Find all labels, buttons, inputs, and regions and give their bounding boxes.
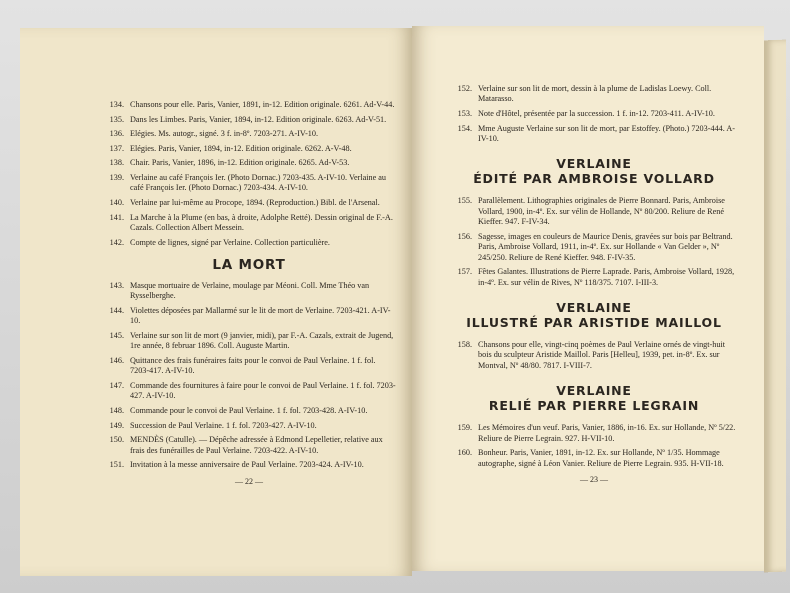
entry-text: Invitation à la messe anniversaire de Paul Verlaine. 7203-424. A-IV-10. <box>130 460 364 470</box>
entry-number: 151. <box>109 460 124 470</box>
catalog-entry <box>450 124 738 145</box>
entry-text: Chair. Paris, Vanier, 1896, in-12. Edition originale. 6265. Ad-V-53. <box>130 158 350 168</box>
entry-text: Note d'Hôtel, présentée par la succession. 1 f. in-12. 7203-411. A-IV-10. <box>478 109 715 118</box>
entry-text: Fêtes Galantes. Illustrations de Pierre Laprade. Paris, Ambroise Vollard, 1928, in-4º. Ex. sur vélin de Rives, Nº 118/375. 7107. I-III-3. <box>478 267 735 287</box>
catalog-entry <box>102 173 396 194</box>
entry-text: Dans les Limbes. Paris, Vanier, 1894, in-12. Edition originale. 6263. Ad-V-51. <box>130 114 387 124</box>
heading-line-1: VERLAINE <box>556 156 632 172</box>
entry-list-vollard <box>450 196 738 288</box>
page-edge <box>764 40 786 573</box>
entry-text: Quittance des frais funéraires faits pour le convoi de Paul Verlaine. 1 f. fol. 7203-417. A-IV-10. <box>130 355 376 376</box>
heading-line-1: VERLAINE <box>556 300 632 316</box>
entry-text: La Marche à la Plume (en bas, à droite, Adolphe Retté). Dessin original de F.-A. Cazals. Collection Albert Messein. <box>130 212 393 232</box>
entry-number: 156. <box>457 231 472 241</box>
page-number-right: — 23 — <box>580 475 608 485</box>
right-page <box>412 26 764 571</box>
catalog-entry <box>102 129 396 139</box>
heading-legrain <box>450 383 738 413</box>
catalog-entry <box>102 306 396 327</box>
catalog-entry <box>102 238 396 248</box>
entry-text: Compte de lignes, signé par Verlaine. Collection particulière. <box>130 237 330 247</box>
catalog-entry <box>450 267 738 288</box>
catalog-entry <box>102 421 396 431</box>
entry-number: 139. <box>109 172 124 182</box>
entry-text: MENDÈS (Catulle). — Dépêche adressée à Edmond Lepelletier, relative aux frais des funérailles de Paul Verlaine. 7203-422. A-IV-10. <box>130 435 383 455</box>
entry-number: 141. <box>109 212 124 222</box>
catalog-entry <box>450 196 738 227</box>
entry-text: Sagesse, images en couleurs de Maurice Denis, gravées sur bois par Beltrand. Paris, Ambroise Vollard, 1911, in-4º. Ex. sur Hollande « Van Gelder », Nº 245/250. Reliure de René Kieffer. 948. F-IV-35. <box>478 231 733 262</box>
left-page <box>20 28 412 576</box>
entry-text: Chansons pour elle, vingt-cinq poèmes de Paul Verlaine ornés de vingt-huit bois du sculpteur Aristide Maillol. Paris [Helleu], 1939, pet. in-8º. Ex. sur Montval, Nº 48/80. 7817. I-VIII-7. <box>478 340 726 370</box>
entry-number: 138. <box>109 158 124 168</box>
entry-text: Verlaine sur son lit de mort, dessin à la plume de Ladislas Loewy. Coll. Matarasso. <box>478 84 712 104</box>
heading-line-2: ILLUSTRÉ PAR ARISTIDE MAILLOL <box>466 315 722 331</box>
catalog-entry <box>102 158 396 168</box>
entry-text: Bonheur. Paris, Vanier, 1891, in-12. Ex. sur Hollande, Nº 1/35. Hommage autographe, signé à Léon Vanier. Reliure de Pierre Legrain. 935. H-VII-18. <box>478 448 724 468</box>
heading-line-1: VERLAINE <box>556 383 632 399</box>
entry-number: 160. <box>457 448 472 458</box>
heading-line-2: ÉDITÉ PAR AMBROISE VOLLARD <box>473 171 715 187</box>
entry-number: 145. <box>109 330 124 340</box>
entry-text: Elégies. Ms. autogr., signé. 3 f. in-8º. 7203-271. A-IV-10. <box>130 129 319 139</box>
catalog-entry <box>450 448 738 469</box>
entry-text: Mme Auguste Verlaine sur son lit de mort, par Estoffey. (Photo.) 7203-444. A-IV-10. <box>478 123 736 143</box>
catalog-entry <box>450 109 738 119</box>
heading-maillol <box>450 300 738 330</box>
entry-text: Succession de Paul Verlaine. 1 f. fol. 7203-427. A-IV-10. <box>130 420 317 430</box>
page-number-left: — 22 — <box>235 476 263 486</box>
heading-line-2: RELIÉ PAR PIERRE LEGRAIN <box>488 398 700 414</box>
entry-number: 158. <box>457 340 472 350</box>
catalog-entry <box>102 435 396 456</box>
catalog-entry <box>102 331 396 352</box>
catalog-entry <box>450 232 738 263</box>
entry-list-top <box>450 84 738 144</box>
entry-list-bottom <box>102 281 396 471</box>
catalog-entry <box>102 460 396 470</box>
entry-number: 134. <box>109 100 124 109</box>
entry-text: Violettes déposées par Mallarmé sur le lit de mort de Verlaine. 7203-421. A-IV-10. <box>130 305 391 326</box>
catalog-entry <box>102 281 396 302</box>
entry-text: Commande pour le convoi de Paul Verlaine. 1 f. fol. 7203-428. A-IV-10. <box>130 405 368 415</box>
catalog-entry <box>102 213 396 234</box>
entry-number: 148. <box>109 405 124 415</box>
entry-number: 149. <box>109 420 124 430</box>
entry-text: Commande des fournitures à faire pour le convoi de Paul Verlaine. 1 f. fol. 7203-427. A-IV-10. <box>130 380 396 401</box>
catalog-entry <box>450 340 738 371</box>
entry-number: 153. <box>457 109 472 118</box>
entry-number: 152. <box>457 84 472 93</box>
catalog-entry <box>102 100 396 110</box>
entry-number: 143. <box>109 280 124 290</box>
catalog-entry <box>450 84 738 105</box>
entry-text: Verlaine sur son lit de mort (9 janvier, midi), par F.-A. Cazals, extrait de Jugend, 1re année, 8 februar 1896. Coll. Auguste Martin. <box>130 330 394 351</box>
entry-number: 157. <box>457 267 472 277</box>
catalog-entry <box>102 356 396 377</box>
entry-text: Verlaine au café François Ier. (Photo Dornac.) 7203-435. A-IV-10. Verlaine au café François Ier. (Photo Dornac.) 7203-434. A-IV-10. <box>130 172 387 193</box>
heading-vollard <box>450 156 738 186</box>
entry-number: 146. <box>109 355 124 365</box>
entry-text: Chansons pour elle. Paris, Vanier, 1891, in-12. Edition originale. 6261. Ad-V-44. <box>130 100 395 109</box>
entry-number: 137. <box>109 143 124 153</box>
catalog-entry <box>102 144 396 154</box>
catalog-entry <box>450 423 738 444</box>
catalog-entry <box>102 115 396 125</box>
section-title-la-mort: LA MORT <box>212 256 286 273</box>
entry-number: 135. <box>109 114 124 124</box>
entry-number: 142. <box>109 237 124 247</box>
entry-text: Parallèlement. Lithographies originales de Pierre Bonnard. Paris, Ambroise Vollard, 1900, in-4º. Ex. sur vélin de Hollande, Nº 80/200. Reliure de René Kieffer. 947. F-IV-34. <box>478 196 725 227</box>
entry-text: Verlaine par lui-même au Procope, 1894. (Reproduction.) Bibl. de l'Arsenal. <box>130 197 380 207</box>
entry-text: Masque mortuaire de Verlaine, moulage par Méoni. Coll. Mme Théo van Rysselberghe. <box>130 280 370 301</box>
entry-text: Les Mémoires d'un veuf. Paris, Vanier, 1886, in-16. Ex. sur Hollande, Nº 5/22. Reliure de Pierre Legrain. 927. H-VII-10. <box>478 423 736 443</box>
entry-list-legrain <box>450 423 738 469</box>
entry-number: 155. <box>457 196 472 206</box>
entry-number: 140. <box>109 197 124 207</box>
entry-number: 147. <box>109 380 124 390</box>
catalog-entry <box>102 198 396 208</box>
entry-list-maillol <box>450 340 738 371</box>
catalog-entry <box>102 381 396 402</box>
entry-number: 154. <box>457 123 472 133</box>
catalog-entry <box>102 406 396 416</box>
entry-number: 136. <box>109 129 124 139</box>
entry-number: 159. <box>457 423 472 433</box>
entry-list-top <box>102 100 396 248</box>
entry-text: Elégies. Paris, Vanier, 1894, in-12. Edition originale. 6262. A-V-48. <box>130 143 352 153</box>
entry-number: 144. <box>109 305 124 315</box>
entry-number: 150. <box>109 435 124 445</box>
